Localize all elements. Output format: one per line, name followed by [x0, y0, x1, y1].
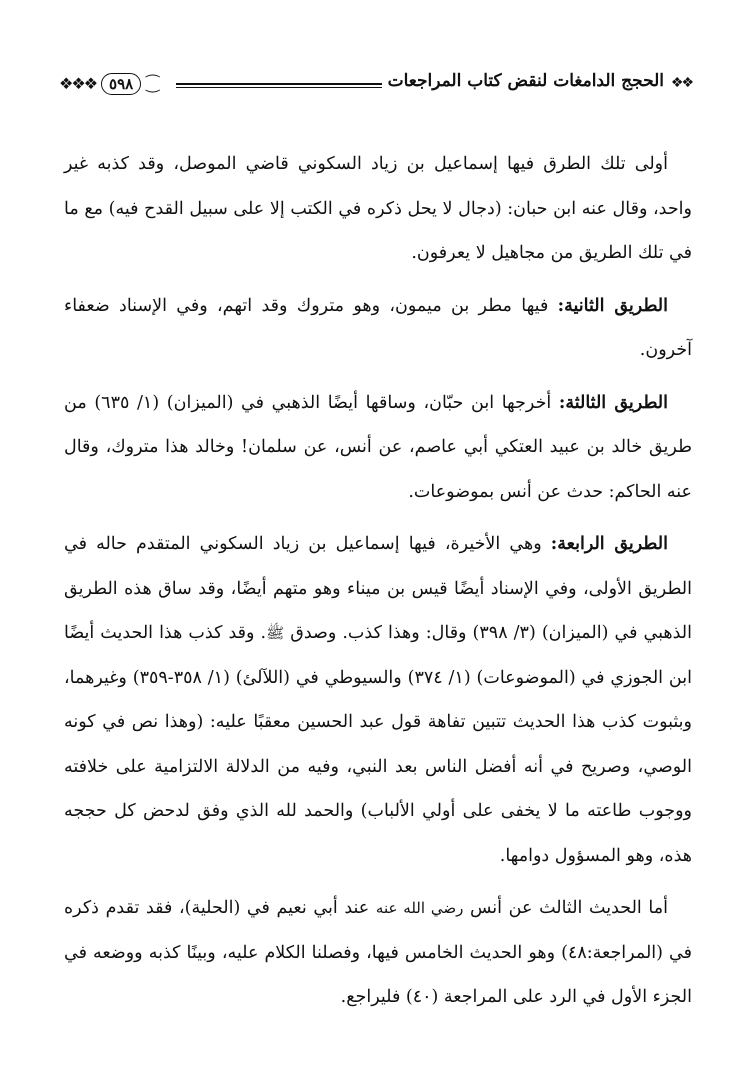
paragraph-text: وهي الأخيرة، فيها إسماعيل بن زياد السكوني المتقدم حاله في الطريق الأولى، وفي الإسناد أيضًا قيس بن ميناء وهو متهم أيضًا، وقد ساق هذه الطريق الذهبي في (الميزان) (٣/ ٣٩٨) وقال: وهذا كذب. وصدق	[64, 534, 692, 643]
paragraph-1	[64, 142, 692, 276]
paragraph-text: أخرجها ابن حبّان، وساقها أيضًا الذهبي في (الميزان) (١/ ٦٣٥) من طريق خالد بن عبيد العتكي أبي عاصم، عن أنس، عن سلمان! وخالد هذا متروك، وقال عنه الحاكم: حدث عن أنس بموضوعات.	[64, 392, 692, 502]
book-title: الحجج الدامغات لنقض كتاب المراجعات	[382, 71, 670, 91]
paragraph-text: . وقد كذب هذا الحديث أيضًا ابن الجوزي في (الموضوعات) (١/ ٣٧٤) والسيوطي في (اللآلئ) (١/ ٣٥٨-٣٥٩) وغيرهما، وبثبوت كذب هذا الحديث تتبين تفاهة قول عبد الحسين معقبًا عليه: (وهذا نص في كونه الوصي، وصريح في أنه أفضل الناس بعد النبي، وفيه من الدلالة الالتزامية على خلافته ووجوب طاعته ما لا يخفى على أولي الألباب) والحمد لله الذي وفق لدحض كل حججه هذه، وهو المسؤول دوامها.	[64, 623, 692, 866]
paragraph-text: أولى تلك الطرق فيها إسماعيل بن زياد السكوني قاضي الموصل، وقد كذبه غير واحد، وقال عنه ابن حبان: (دجال لا يحل ذكره في الكتب إلا على سبيل القدح فيه) مع ما في تلك الطريق من مجاهيل لا يعرفون.	[64, 154, 692, 263]
running-header	[58, 66, 692, 104]
ornament-icon: ⁐	[146, 74, 158, 93]
paragraph-5	[64, 886, 692, 1020]
honorific-symbol: رضي الله عنه	[375, 899, 464, 917]
page-number: ٥٩٨	[101, 73, 141, 95]
paragraph-3	[64, 381, 692, 515]
ornament-icon: ❖❖❖	[59, 74, 97, 93]
header-left-ornament	[58, 72, 178, 96]
page-body	[64, 142, 692, 1028]
paragraph-lead: الطريق الثانية:	[557, 295, 668, 316]
paragraph-text: عند أبي نعيم في (الحلية)، فقد تقدم ذكره في (المراجعة:٤٨) وهو الحديث الخامس فيها، وفصلنا الكلام عليه، وبينًا كذبه ووضعه في الجزء الأول في الرد على المراجعة (٤٠) فليراجع.	[64, 898, 692, 1007]
honorific-symbol: ﷺ	[266, 624, 285, 642]
paragraph-4	[64, 522, 692, 878]
paragraph-text: فيها مطر بن ميمون، وهو متروك وقد اتهم، وفي الإسناد ضعفاء آخرون.	[64, 295, 692, 360]
paragraph-2	[64, 284, 692, 373]
paragraph-lead: الطريق الرابعة:	[550, 534, 668, 554]
paragraph-text: أما الحديث الثالث عن أنس	[463, 898, 668, 918]
header-right-ornament: ❖❖	[670, 75, 692, 91]
paragraph-lead: الطريق الثالثة:	[558, 392, 668, 413]
